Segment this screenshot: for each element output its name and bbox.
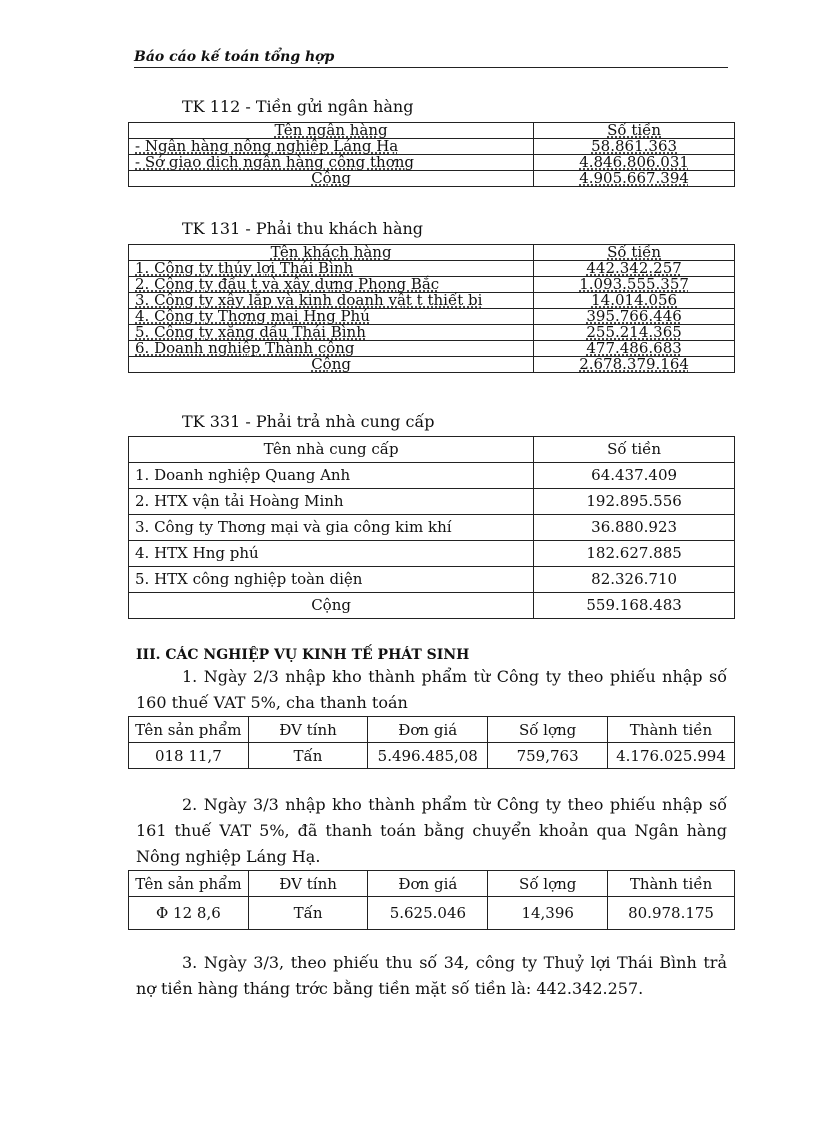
col-product-header: Tên sản phẩm bbox=[129, 717, 249, 743]
row-amount: 255.214.365 bbox=[534, 325, 735, 341]
row-amount: 4.846.806.031 bbox=[534, 155, 735, 171]
row-amount: 1.093.555.357 bbox=[534, 277, 735, 293]
col-amount-header: Số tiền bbox=[534, 437, 735, 463]
row-name: 3. Công ty Thơng mại và gia công kim khí bbox=[129, 515, 534, 541]
col-total-header: Thành tiền bbox=[608, 871, 735, 897]
row-name: 4. HTX Hng phú bbox=[129, 541, 534, 567]
product-table-2 bbox=[128, 870, 735, 930]
col-amount-header: Số tiền bbox=[534, 123, 735, 139]
table-header-row bbox=[129, 437, 735, 463]
table-row bbox=[129, 463, 735, 489]
col-total-header: Thành tiền bbox=[608, 717, 735, 743]
row-name: 6. Doanh nghiệp Thành công bbox=[129, 341, 534, 357]
tk331-title: TK 331 - Phải trả nhà cung cấp bbox=[182, 412, 435, 431]
section-heading: III. CÁC NGHIỆP VỤ KINH TẾ PHÁT SINH bbox=[136, 647, 470, 663]
total-label: Cộng bbox=[129, 593, 534, 619]
total-row bbox=[129, 357, 735, 373]
row-name: 5. HTX công nghiệp toàn diện bbox=[129, 567, 534, 593]
row-name: - Ngân hàng nông nghiệp Láng Hạ bbox=[129, 139, 534, 155]
product-total: 4.176.025.994 bbox=[608, 743, 735, 769]
col-amount-header: Số tiền bbox=[534, 245, 735, 261]
total-row bbox=[129, 171, 735, 187]
row-name: - Sở giao dịch ngân hàng công thơng bbox=[129, 155, 534, 171]
product-qty: 14,396 bbox=[488, 897, 608, 930]
col-price-header: Đơn giá bbox=[368, 717, 488, 743]
table-row bbox=[129, 743, 735, 769]
tk131-title: TK 131 - Phải thu khách hàng bbox=[182, 219, 424, 238]
col-unit-header: ĐV tính bbox=[248, 717, 368, 743]
row-amount: 64.437.409 bbox=[534, 463, 735, 489]
paragraph-2: 2. Ngày 3/3 nhập kho thành phẩm từ Công ty theo phiếu nhập số 161 thuế VAT 5%, đã thanh toán bằng chuyển khoản qua Ngân hàng Nông nghiệp Láng Hạ. bbox=[136, 795, 727, 866]
row-name: 3. Công ty xây lắp và kinh doanh vật t thiết bị bbox=[129, 293, 534, 309]
paragraph-1: 1. Ngày 2/3 nhập kho thành phẩm từ Công ty theo phiếu nhập số 160 thuế VAT 5%, cha thanh toán bbox=[136, 667, 727, 712]
row-amount: 14.014.056 bbox=[534, 293, 735, 309]
table-row bbox=[129, 567, 735, 593]
total-row bbox=[129, 593, 735, 619]
row-name: 2. HTX vận tải Hoàng Minh bbox=[129, 489, 534, 515]
table-row bbox=[129, 489, 735, 515]
product-name: Φ 12 8,6 bbox=[129, 897, 249, 930]
col-qty-header: Số lợng bbox=[488, 717, 608, 743]
product-total: 80.978.175 bbox=[608, 897, 735, 930]
col-name-header: Tên khách hàng bbox=[129, 245, 534, 261]
product-qty: 759,763 bbox=[488, 743, 608, 769]
paragraph-3: 3. Ngày 3/3, theo phiếu thu số 34, công ty Thuỷ lợi Thái Bình trả nợ tiền hàng tháng trớc bằng tiền mặt số tiền là: 442.342.257. bbox=[136, 953, 727, 998]
row-name: 4. Công ty Thơng mại Hng Phú bbox=[129, 309, 534, 325]
total-amount: 559.168.483 bbox=[534, 593, 735, 619]
row-amount: 477.486.683 bbox=[534, 341, 735, 357]
product-price: 5.496.485,08 bbox=[368, 743, 488, 769]
row-amount: 82.326.710 bbox=[534, 567, 735, 593]
report-header: Báo cáo kế toán tổng hợp bbox=[134, 48, 728, 68]
row-name: 1. Công ty thủy lợi Thái Bình bbox=[129, 261, 534, 277]
row-name: 5. Công ty xăng dầu Thái Bình bbox=[129, 325, 534, 341]
col-unit-header: ĐV tính bbox=[248, 871, 368, 897]
product-unit: Tấn bbox=[248, 743, 368, 769]
product-name: 018 11,7 bbox=[129, 743, 249, 769]
total-amount: 4.905.667.394 bbox=[534, 171, 735, 187]
tk112-table bbox=[128, 122, 735, 187]
row-name: 2. Công ty đầu t và xây dựng Phong Bắc bbox=[129, 277, 534, 293]
col-qty-header: Số lợng bbox=[488, 871, 608, 897]
row-amount: 36.880.923 bbox=[534, 515, 735, 541]
row-amount: 182.627.885 bbox=[534, 541, 735, 567]
row-amount: 192.895.556 bbox=[534, 489, 735, 515]
row-name: 1. Doanh nghiệp Quang Anh bbox=[129, 463, 534, 489]
table-row bbox=[129, 897, 735, 930]
total-label: Cộng bbox=[129, 171, 534, 187]
product-price: 5.625.046 bbox=[368, 897, 488, 930]
row-amount: 442.342.257 bbox=[534, 261, 735, 277]
total-amount: 2.678.379.164 bbox=[534, 357, 735, 373]
table-header-row bbox=[129, 717, 735, 743]
total-label: Cộng bbox=[129, 357, 534, 373]
product-table-1 bbox=[128, 716, 735, 769]
tk331-table bbox=[128, 436, 735, 619]
col-name-header: Tên nhà cung cấp bbox=[129, 437, 534, 463]
tk112-title: TK 112 - Tiền gửi ngân hàng bbox=[182, 97, 414, 116]
table-row bbox=[129, 515, 735, 541]
tk131-table bbox=[128, 244, 735, 373]
col-product-header: Tên sản phẩm bbox=[129, 871, 249, 897]
table-row bbox=[129, 541, 735, 567]
row-amount: 395.766.446 bbox=[534, 309, 735, 325]
table-header-row bbox=[129, 871, 735, 897]
product-unit: Tấn bbox=[248, 897, 368, 930]
col-name-header: Tên ngân hàng bbox=[129, 123, 534, 139]
row-amount: 58.861.363 bbox=[534, 139, 735, 155]
col-price-header: Đơn giá bbox=[368, 871, 488, 897]
